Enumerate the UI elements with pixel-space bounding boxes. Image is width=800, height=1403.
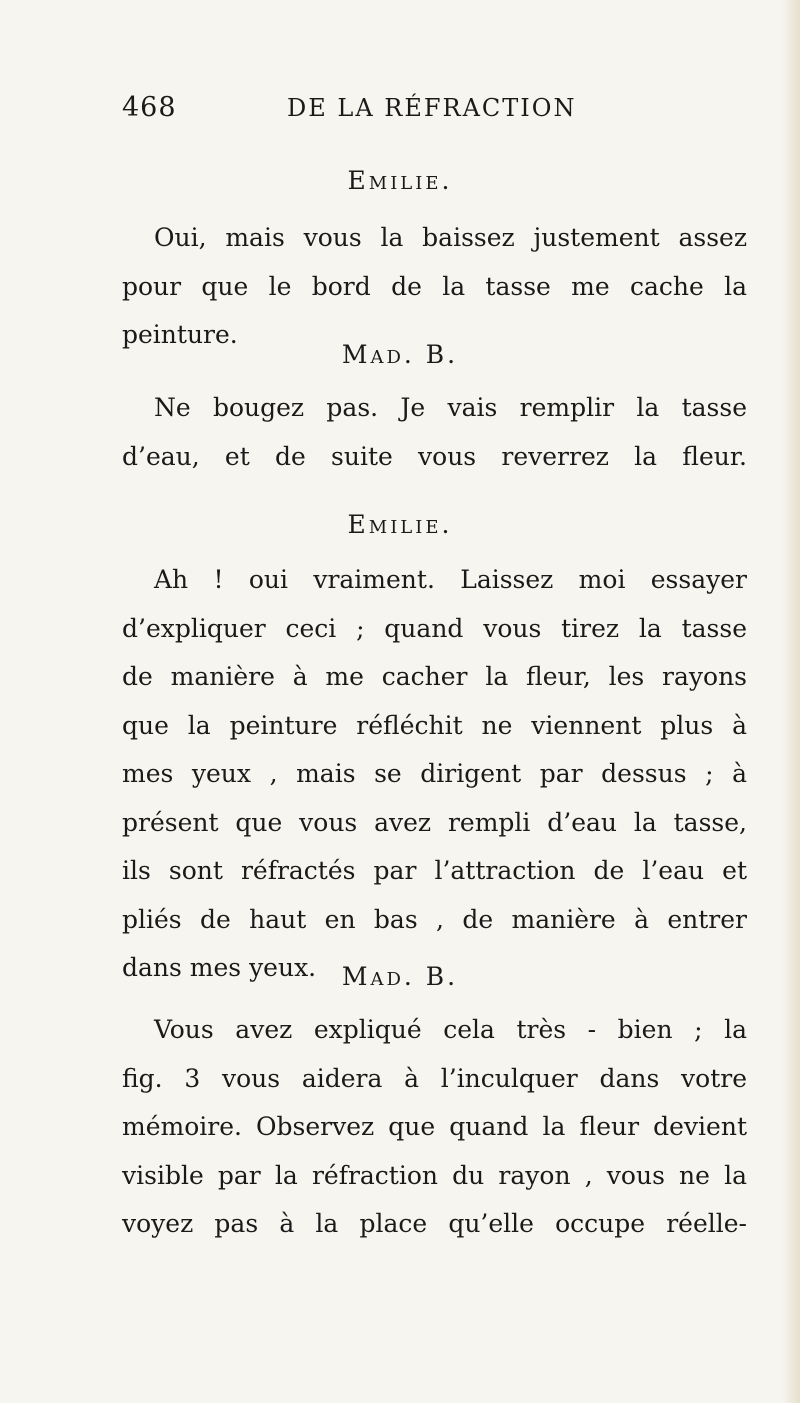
running-title: DE LA RÉFRACTION — [287, 94, 577, 122]
speaker-name: Mad. B. — [341, 962, 459, 991]
dialogue-paragraph — [122, 1006, 747, 1249]
dialogue-paragraph — [122, 214, 747, 360]
text-line: Ah ! oui vraiment. Laissez moi essayer — [154, 565, 747, 594]
text-line: ils sont réfractés par l’attraction de l’eau et — [122, 856, 747, 885]
text-line: d’expliquer ceci ; quand vous tirez la tasse — [122, 613, 747, 643]
text-line: visible par la réfraction du rayon , vous ne la — [122, 1160, 747, 1190]
dialogue-paragraph — [122, 384, 747, 481]
speaker-name: Emilie. — [347, 510, 453, 539]
text-line: pliés de haut en bas , de manière à entrer — [122, 904, 747, 934]
text-line: présent que vous avez rempli d’eau la tasse, — [122, 807, 747, 837]
speaker-name: Emilie. — [347, 166, 453, 195]
text-line: voyez pas à la place qu’elle occupe réelle- — [122, 1209, 747, 1238]
text-line: Oui, mais vous la baissez justement assez — [154, 223, 747, 252]
text-line: d’eau, et de suite vous reverrez la fleur. — [122, 441, 747, 471]
text-line: mes yeux , mais se dirigent par dessus ; à — [122, 759, 747, 788]
text-line: pour que le bord de la tasse me cache la — [122, 271, 747, 301]
speaker-name: Mad. B. — [341, 340, 459, 369]
text-line: que la peinture réfléchit ne viennent plus à — [122, 710, 747, 740]
text-line: Vous avez expliqué cela très - bien ; la — [154, 1015, 747, 1044]
text-line: dans mes yeux. — [122, 953, 317, 982]
page-number: 468 — [122, 92, 177, 123]
text-line: Ne bougez pas. Je vais remplir la tasse — [154, 393, 747, 422]
page-header — [122, 92, 762, 132]
text-line: de manière à me cacher la fleur, les rayons — [122, 662, 747, 691]
text-line: fig. 3 vous aidera à l’inculquer dans votre — [122, 1063, 747, 1093]
text-line: peinture. — [122, 320, 238, 349]
text-line: mémoire. Observez que quand la fleur devient — [122, 1112, 747, 1141]
page-edge-shadow — [782, 0, 800, 1403]
dialogue-paragraph — [122, 556, 747, 993]
